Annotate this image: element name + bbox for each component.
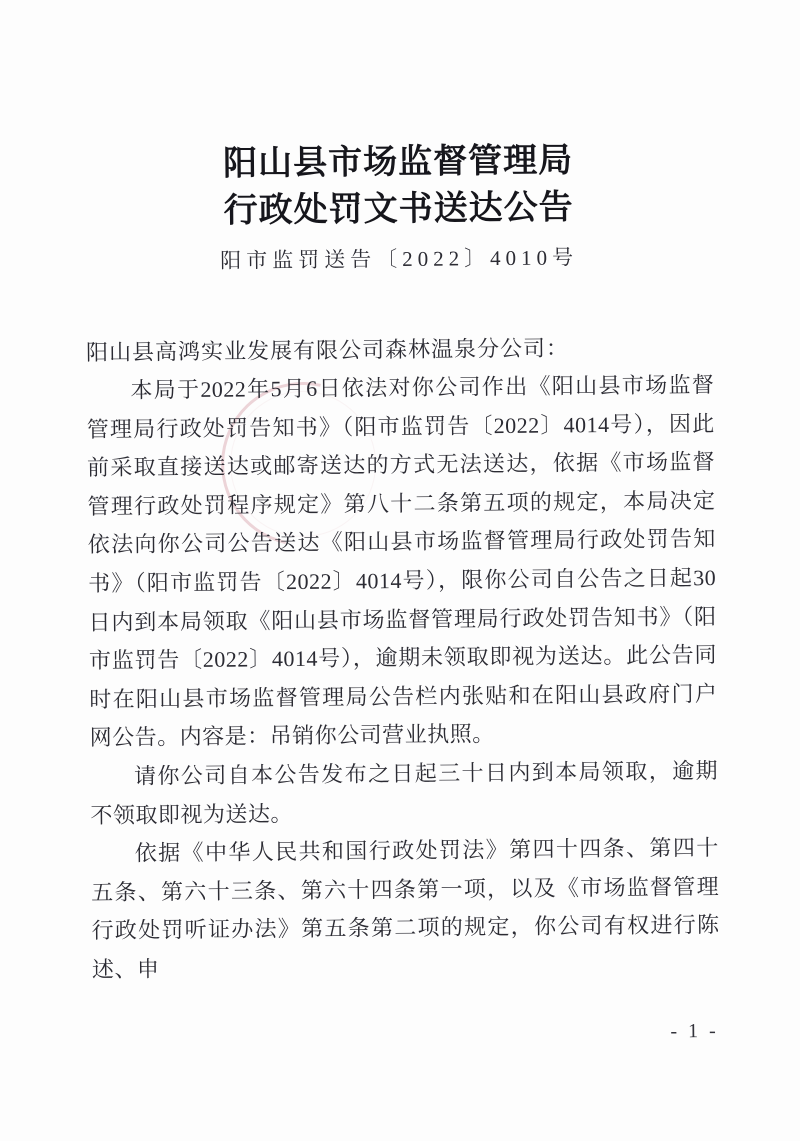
document-title — [84, 136, 713, 236]
body-paragraph-2: 请你公司自本公告发布之日起三十日内到本局领取，逾期不领取即视为送达。 — [90, 757, 719, 828]
addressee-line: 阳山县高鸿实业发展有限公司森林温泉分公司： — [85, 335, 570, 366]
document-title-line-2: 行政处罚文书送达公告 — [223, 189, 574, 230]
document-title-line-1: 阳山县市场监督管理局 — [223, 142, 574, 183]
document-body-area — [84, 136, 720, 989]
page-number: - 1 - — [670, 1019, 719, 1043]
body-paragraph-1: 本局于2022年5月6日依法对你公司作出《阳山县市场监督管理局行政处罚告知书》（阳市监罚告〔2022〕4014号），因此前采取直接送达或邮寄送达的方式无法送达，依据《市场监督管理行政处罚程序规定》第八十二条第五项的规定，本局决定依法向你公司公告送达《阳山县市场监督管理局行政处罚告知书》（阳市监罚告〔2022〕4014号），限你公司自公告之日起30日内到本局领取《阳山县市场监督管理局行政处罚告知书》（阳市监罚告〔2022〕4014号），逾期未领取即视为送达。此公告同时在阳山县市场监督管理局公告栏内张贴和在阳山县政府门户网公告。内容是：吊销你公司营业执照。 — [86, 371, 718, 751]
document-reference-number: 阳市监罚送告〔2022〕4010号 — [220, 245, 579, 273]
body-paragraph-3: 依据《中华人民共和国行政处罚法》第四十四条、第四十五条、第六十三条、第六十四条第一项，以及《市场监督管理行政处罚听证办法》第五条第二项的规定，你公司有权进行陈述、申 — [91, 835, 720, 982]
